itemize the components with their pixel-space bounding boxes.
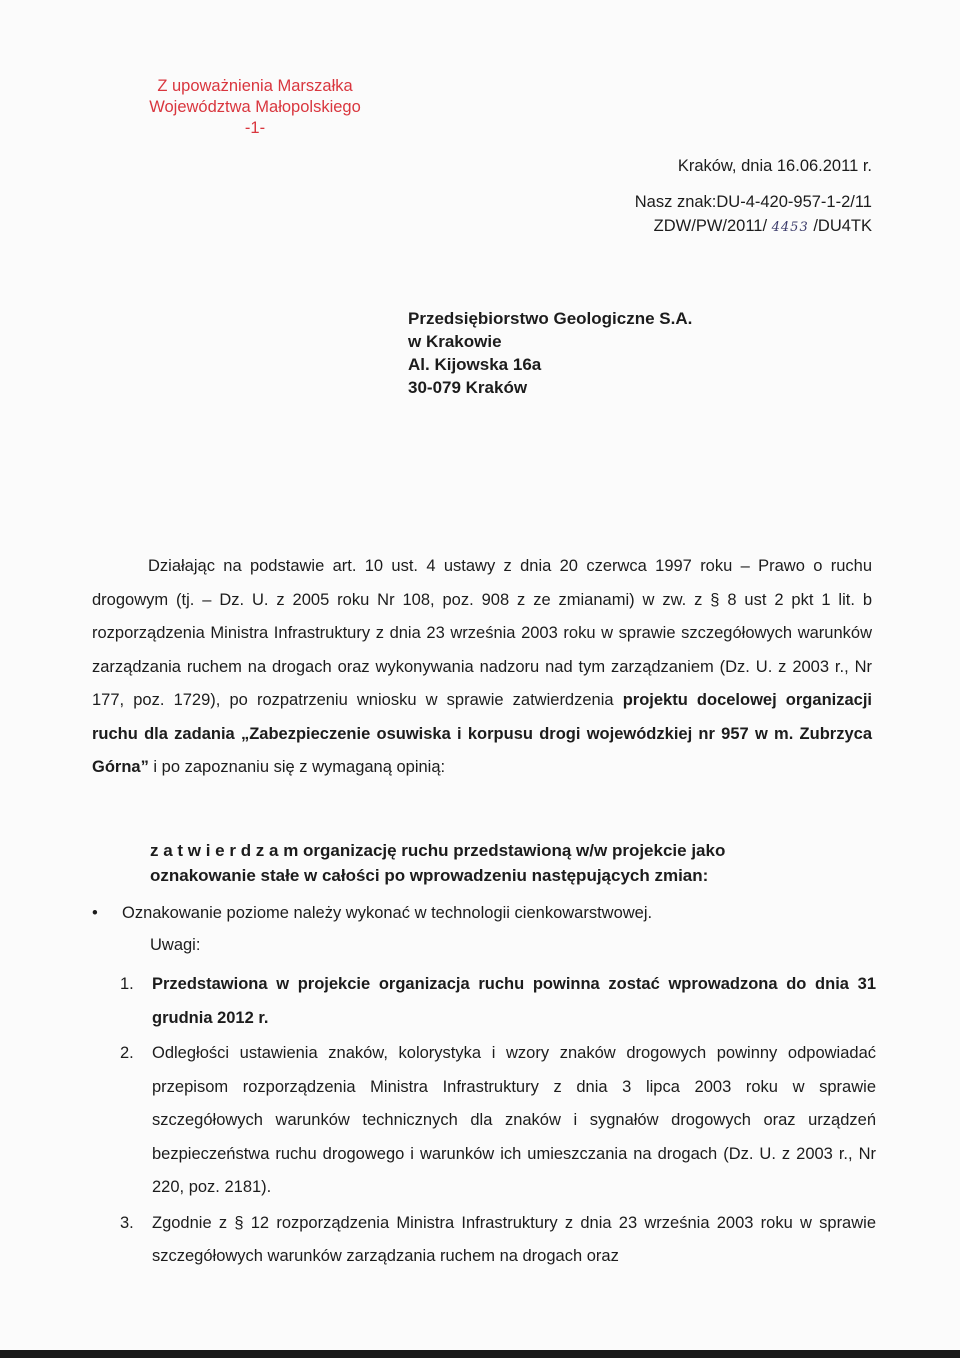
place-date: Kraków, dnia 16.06.2011 r. xyxy=(677,157,872,175)
recipient-line-1: Przedsiębiorstwo Geologiczne S.A. xyxy=(408,309,693,328)
reference-line-1: Nasz znak:DU-4-420-957-1-2/11 xyxy=(634,193,872,211)
recipient-line-3: Al. Kijowska 16a xyxy=(408,355,542,374)
approval-statement xyxy=(150,838,830,888)
approval-text: organizację ruchu przedstawioną w/w projekcie jako oznakowanie stałe w całości po wprowadzeniu następujących zmian: xyxy=(150,841,726,885)
bullet-item xyxy=(92,900,652,926)
list-item xyxy=(120,1037,876,1205)
remarks-list xyxy=(120,968,876,1274)
authorization-stamp xyxy=(130,76,380,139)
header-block xyxy=(635,154,872,240)
list-item-text: Odległości ustawienia znaków, kolorystyka i wzory znaków drogowych powinny odpowiadać przepisom rozporządzenia Ministra Infrastruktury z dnia 3 lipca 2003 roku w sprawie szczegółowych warunków technicznych dla znaków i sygnałów drogowych oraz urządzeń bezpieczeństwa ruchu drogowego i warunków ich umieszczania na drogach (Dz. U. z 2003 r., Nr 220, poz. 2181). xyxy=(152,1044,876,1196)
list-item xyxy=(120,968,876,1035)
list-item-text: Zgodnie z § 12 rozporządzenia Ministra Infrastruktury z dnia 23 września 2003 roku w sprawie szczegółowych warunków zarządzania ruchem na drogach oraz xyxy=(152,1213,876,1265)
bullet-symbol: • xyxy=(92,904,98,922)
scan-bottom-edge xyxy=(0,1350,960,1358)
decision-paragraph xyxy=(92,550,872,785)
remarks-title: Uwagi: xyxy=(150,936,201,954)
stamp-line-1: Z upoważnienia Marszałka xyxy=(157,77,353,95)
reference-line-2 xyxy=(635,214,872,240)
approval-keyword: z a t w i e r d z a m xyxy=(150,841,299,860)
recipient-address xyxy=(408,307,692,399)
recipient-line-4: 30-079 Kraków xyxy=(408,378,528,397)
list-item xyxy=(120,1207,876,1274)
recipient-line-2: w Krakowie xyxy=(408,332,502,351)
stamp-line-2: Województwa Małopolskiego xyxy=(149,98,361,116)
list-item-number: 1. xyxy=(120,975,134,993)
para-start: Działając na podstawie art. 10 ust. 4 ustawy z dnia 20 czerwca 1997 roku – Prawo o ruchu drogowym (tj. – Dz. U. z 2005 roku Nr 108, poz. 908 z ze zmianami) w zw. z § 8 ust 2 pkt 1 lit. b rozporządzenia Ministra Infrastruktury z dnia 23 września 2003 roku w sprawie szczegółowych warunków zarządzania ruchem na drogach oraz wykonywania nadzoru nad tym zarządzaniem (Dz. U. z 2003 r., Nr 177, poz. 1729), po rozpatrzeniu wniosku w sprawie zatwierdzenia xyxy=(92,557,872,709)
project-title: projektu docelowej organizacji ruchu dla zadania „Zabezpieczenie osuwiska i korpusu drogi wojewódzkiej nr 957 w m. Zubrzyca Górna” xyxy=(92,691,872,776)
bullet-text: Oznakowanie poziome należy wykonać w technologii cienkowarstwowej. xyxy=(122,904,653,922)
reference-suffix: /DU4TK xyxy=(808,217,872,235)
reference-prefix: ZDW/PW/2011/ xyxy=(653,217,772,235)
list-item-number: 2. xyxy=(120,1044,134,1062)
list-item-number: 3. xyxy=(120,1213,134,1232)
para-end: i po zapoznaniu się z wymaganą opinią: xyxy=(148,758,446,776)
page-number: -1- xyxy=(244,119,266,137)
handwritten-number: 4453 xyxy=(771,220,809,235)
list-item-text: Przedstawiona w projekcie organizacja ruchu powinna zostać wprowadzona do dnia 31 grudnia 2012 r. xyxy=(152,975,876,1027)
